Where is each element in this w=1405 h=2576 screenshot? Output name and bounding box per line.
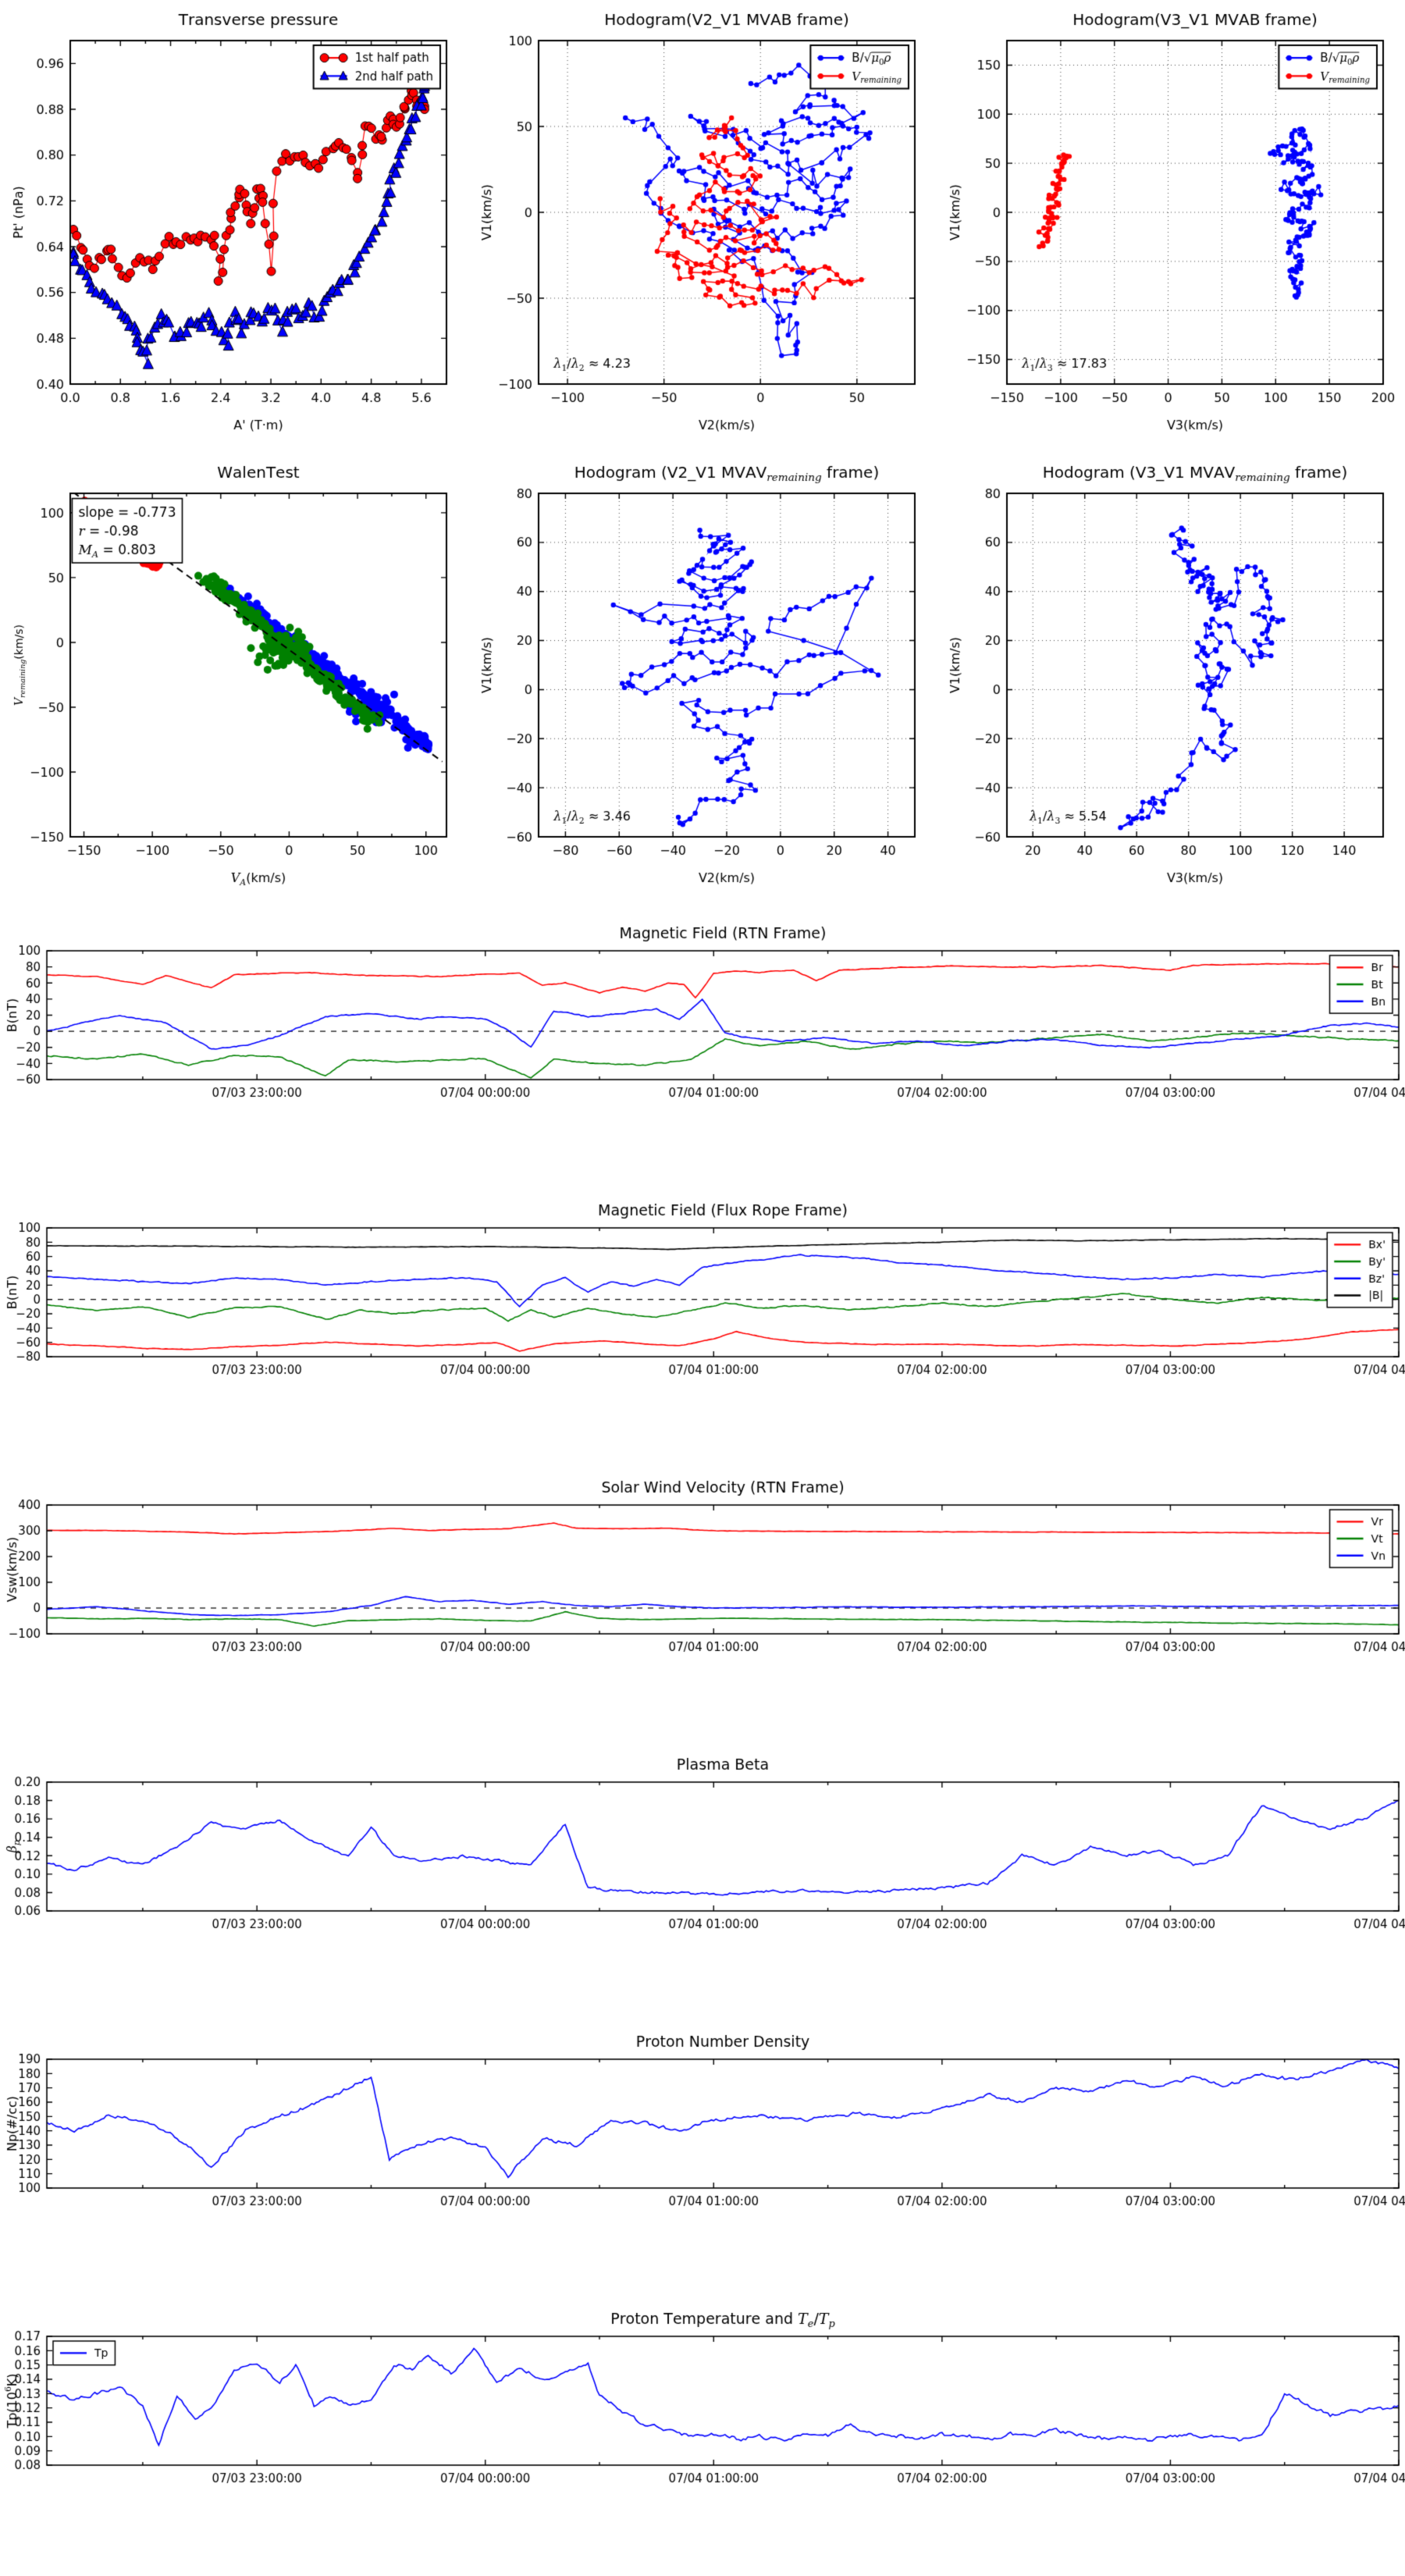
chart-plasma-beta [0,1745,1405,2022]
chart-magnetic-field-rtn [0,913,1405,1190]
chart-magnetic-field-fluxrope [0,1190,1405,1468]
chart-walen-test [0,453,468,913]
scatter-row-2 [0,453,1405,913]
chart-hodogram-v2v1-mvav [468,453,937,913]
scatter-row-1 [0,0,1405,453]
chart-transverse-pressure [0,0,468,453]
chart-hodogram-v2v1-mvab [468,0,937,453]
chart-solar-wind-velocity [0,1468,1405,1745]
chart-proton-temperature [0,2299,1405,2576]
chart-hodogram-v3v1-mvav [937,453,1405,913]
chart-proton-density [0,2022,1405,2299]
chart-hodogram-v3v1-mvab [937,0,1405,453]
